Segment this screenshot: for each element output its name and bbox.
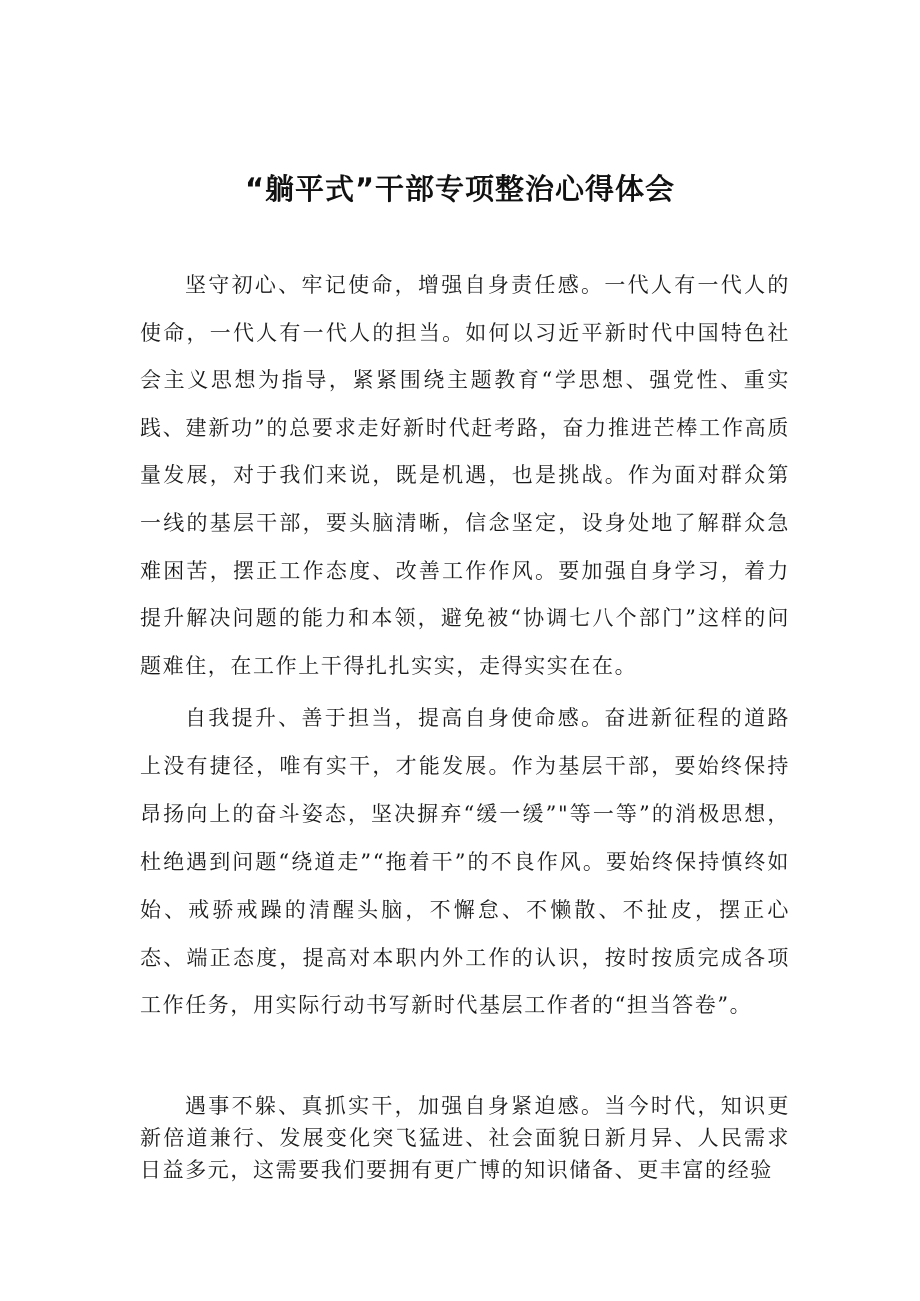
paragraph-3: 遇事不躲、真抓实干，加强自身紧迫感。当今时代，知识更新倍道兼行、发展变化突飞猛进、社会面貌日新月异、人民需求日益多元，这需要我们要拥有更广博的知识储备、更丰富的经验 [140,1094,790,1182]
paragraph-1: 坚守初心、牢记使命，增强自身责任感。一代人有一代人的使命，一代人有一代人的担当。如何以习近平新时代中国特色社会主义思想为指导，紧紧围绕主题教育“学思想、强党性、重实践、建新功”的总要求走好新时代赶考路，奋力推进芒棒工作高质量发展，对于我们来说，既是机遇，也是挑战。作为面对群众第一线的基层干部，要头脑清晰，信念坚定，设身处地了解群众急难困苦，摆正工作态度、改善工作作风。要加强自身学习，着力提升解决问题的能力和本领，避免被“协调七八个部门”这样的问题难住，在工作上干得扎扎实实，走得实实在在。 [140,273,790,678]
paragraph-2: 自我提升、善于担当，提高自身使命感。奋进新征程的道路上没有捷径，唯有实干，才能发展。作为基层干部，要始终保持昂扬向上的奋斗姿态，坚决摒弃“缓一缓”"等一等”的消极思想，杜绝遇到问题“绕道走”“拖着干”的不良作风。要始终保持慎终如始、戒骄戒躁的清醒头脑，不懈怠、不懒散、不扯皮，摆正心态、端正态度，提高对本职内外工作的认识，按时按质完成各项工作任务，用实际行动书写新时代基层工作者的“担当答卷”。 [140,706,790,1018]
document-title: “躺平式”干部专项整治心得体会 [244,172,676,206]
